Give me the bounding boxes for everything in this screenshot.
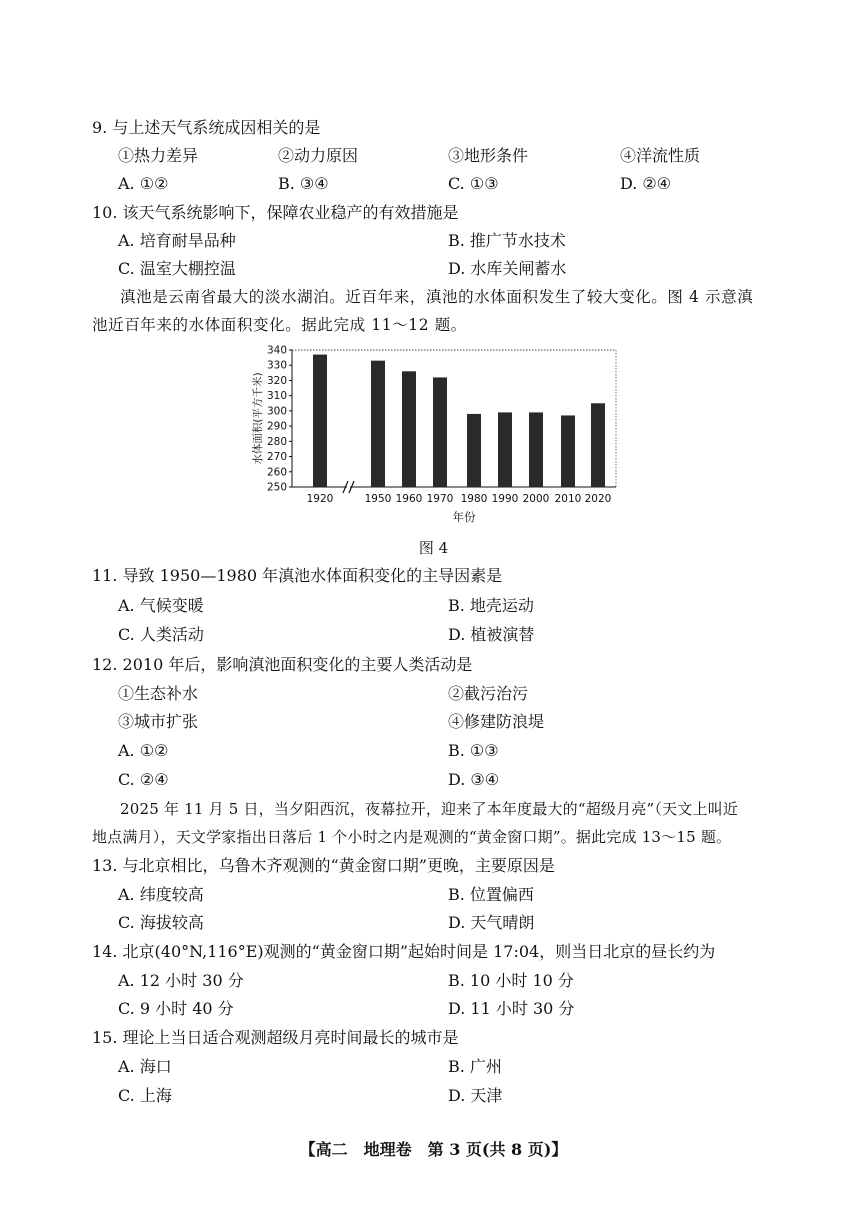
y-tick-label: 290: [266, 420, 287, 433]
q9-option-a: A. ①②: [118, 174, 169, 193]
q9-stem: 9. 与上述天气系统成因相关的是: [92, 118, 321, 137]
q9-item-1: ①热力差异: [118, 146, 199, 165]
q9-item-3: ③地形条件: [448, 146, 529, 165]
q10-option-a: A. 培育耐旱品种: [118, 231, 236, 250]
y-tick-label: 300: [266, 405, 287, 418]
x-tick-label: 1990: [491, 493, 519, 505]
lake-area-bar-chart: [248, 340, 628, 530]
q9-option-d: D. ②④: [620, 174, 672, 193]
q12-item-2: ②截污治污: [448, 684, 529, 703]
y-tick-label: 340: [266, 344, 287, 357]
x-tick-label: 1950: [364, 493, 392, 505]
x-tick-label: 1970: [426, 493, 454, 505]
bar-2000: [529, 412, 543, 487]
x-tick-label: 1960: [395, 493, 423, 505]
q12-option-c: C. ②④: [118, 770, 169, 789]
q14-stem: 14. 北京(40°N,116°E)观测的“黄金窗口期”起始时间是 17:04，则当日北京的昼长约为: [92, 942, 716, 961]
q12-item-3: ③城市扩张: [118, 712, 199, 731]
y-tick-label: 250: [266, 481, 287, 494]
bar-1950: [371, 361, 385, 487]
q12-item-1: ①生态补水: [118, 684, 199, 703]
y-tick-label: 330: [266, 359, 287, 372]
q10-option-b: B. 推广节水技术: [448, 231, 566, 250]
x-tick-label: 2000: [522, 493, 550, 505]
passage2-line2: 地点满月），天文学家指出日落后 1 个小时之内是观测的“黄金窗口期”。据此完成 13～15 题。: [92, 828, 732, 846]
q11-option-b: B. 地壳运动: [448, 596, 534, 615]
page-footer: 【高二 地理卷 第 3 页(共 8 页)】: [299, 1140, 568, 1159]
q14-option-a: A. 12 小时 30 分: [118, 971, 244, 990]
bar-1970: [433, 377, 447, 487]
passage1-line1: 滇池是云南省最大的淡水湖泊。近百年来，滇池的水体面积发生了较大变化。图 4 示意滇: [120, 288, 754, 306]
q15-option-a: A. 海口: [118, 1057, 172, 1076]
q14-option-c: C. 9 小时 40 分: [118, 999, 234, 1018]
x-tick-label: 2010: [554, 493, 582, 505]
q15-option-d: D. 天津: [448, 1086, 503, 1105]
x-axis-title: 年份: [452, 510, 476, 524]
q12-option-d: D. ③④: [448, 770, 500, 789]
q10-option-d: D. 水库关闸蓄水: [448, 259, 567, 278]
y-tick-label: 270: [266, 451, 287, 464]
q13-option-d: D. 天气晴朗: [448, 913, 535, 932]
y-axis-title: 水体面积(平方千米): [252, 372, 264, 465]
q13-option-a: A. 纬度较高: [118, 885, 204, 904]
q11-option-a: A. 气候变暖: [118, 596, 204, 615]
y-tick-label: 310: [266, 390, 287, 403]
q15-option-b: B. 广州: [448, 1057, 502, 1076]
q13-option-c: C. 海拔较高: [118, 913, 204, 932]
q12-option-a: A. ①②: [118, 741, 169, 760]
q13-stem: 13. 与北京相比，乌鲁木齐观测的“黄金窗口期”更晚，主要原因是: [92, 856, 555, 875]
q15-stem: 15. 理论上当日适合观测超级月亮时间最长的城市是: [92, 1028, 459, 1047]
q10-option-c: C. 温室大棚控温: [118, 259, 236, 278]
passage1-line2: 池近百年来的水体面积变化。据此完成 11～12 题。: [92, 316, 467, 334]
y-tick-label: 260: [266, 466, 287, 479]
passage2-line1: 2025 年 11 月 5 日，当夕阳西沉，夜幕拉开，迎来了本年度最大的“超级月亮”（天文上叫近: [120, 800, 739, 818]
y-tick-label: 280: [266, 435, 287, 448]
q14-option-d: D. 11 小时 30 分: [448, 999, 575, 1018]
bar-1990: [498, 412, 512, 487]
bar-1980: [467, 414, 481, 487]
q13-option-b: B. 位置偏西: [448, 885, 534, 904]
x-tick-label: 1920: [306, 493, 334, 505]
axis-break-gap: [347, 486, 350, 489]
q9-option-b: B. ③④: [278, 174, 329, 193]
q15-option-c: C. 上海: [118, 1086, 172, 1105]
q11-option-c: C. 人类活动: [118, 625, 204, 644]
figure-caption: 图 4: [418, 539, 449, 557]
q9-item-4: ④洋流性质: [620, 146, 701, 165]
q9-option-c: C. ①③: [448, 174, 499, 193]
x-tick-label: 1980: [460, 493, 488, 505]
q11-stem: 11. 导致 1950—1980 年滇池水体面积变化的主导因素是: [92, 566, 503, 585]
q11-option-d: D. 植被演替: [448, 625, 535, 644]
bar-2010: [561, 415, 575, 487]
bar-2020: [591, 403, 605, 487]
bar-1920: [313, 355, 327, 487]
q12-option-b: B. ①③: [448, 741, 499, 760]
q10-stem: 10. 该天气系统影响下，保障农业稳产的有效措施是: [92, 203, 459, 222]
q12-item-4: ④修建防浪堤: [448, 712, 545, 731]
q14-option-b: B. 10 小时 10 分: [448, 971, 574, 990]
q9-item-2: ②动力原因: [278, 146, 359, 165]
y-tick-label: 320: [266, 374, 287, 387]
x-tick-label: 2020: [584, 493, 612, 505]
bar-1960: [402, 371, 416, 487]
q12-stem: 12. 2010 年后，影响滇池面积变化的主要人类活动是: [92, 655, 473, 674]
